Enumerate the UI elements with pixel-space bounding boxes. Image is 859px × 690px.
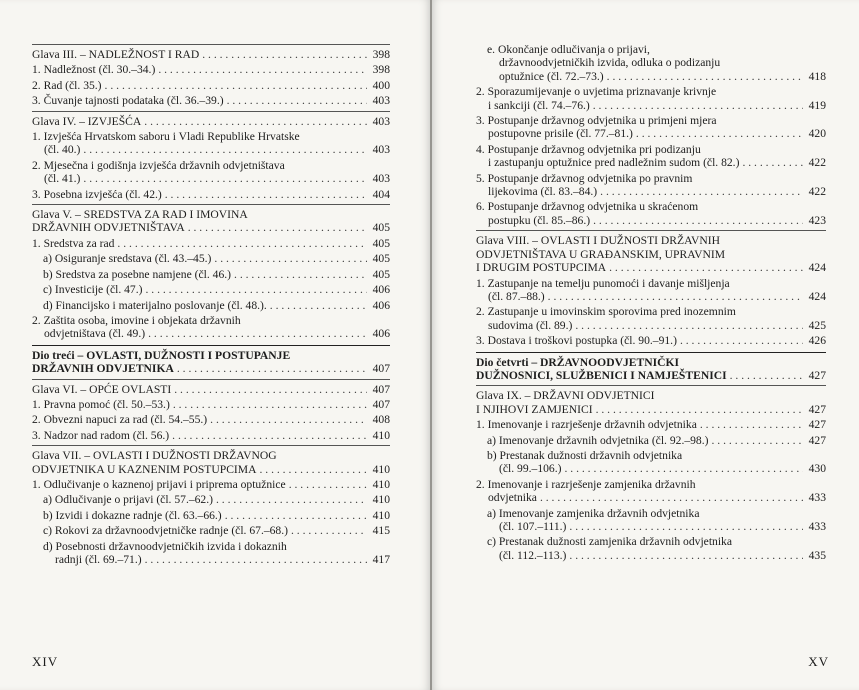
entry-title: 1. Izvješća Hrvatskom saboru i Vladi Republike Hrvatske [32,130,300,144]
entry-title: Glava V. – SREDSTVA ZA RAD I IMOVINA [32,208,248,222]
entry-title: 4. Postupanje državnog odvjetnika pri podizanju [476,142,701,156]
page-number: 405 [372,267,390,281]
entry-title: 3. Dostava i troškovi postupka (čl. 90.–91.) [476,334,677,348]
page-number: 422 [808,185,826,199]
toc-entry [32,283,390,296]
toc-entry [32,268,390,281]
page-number: 422 [808,156,826,170]
entry-title: c) Investicije (čl. 47.) [43,283,143,297]
entry-title-cont: DRŽAVNIH ODVJETNIKA [32,362,174,376]
toc-entry [476,172,826,199]
entry-title: 2. Zaštita osoba, imovine i objekata državnih [32,313,241,327]
entry-title: 6. Postupanje državnog odvjetnika u skraćenom [476,200,699,214]
page-number: 410 [372,508,390,522]
toc-entry [32,237,390,250]
page-number: 417 [372,553,390,566]
entry-title-cont: postupovne prisile (čl. 77.–81.) [488,127,633,141]
entry-title-cont: postupku (čl. 85.–86.) [488,213,591,227]
page-number: 406 [372,298,390,312]
toc-entry [32,314,390,341]
entry-title-cont: DRŽAVNIH ODVJETNIŠTAVA [32,221,185,235]
entry-title-cont: (čl. 87.–88.) [488,289,545,303]
toc-entry [476,535,826,562]
page-number: 407 [372,362,390,376]
entry-title-cont: I NJIHOVI ZAMJENICI [476,402,593,416]
entry-title: a) Osiguranje sredstava (čl. 43.–45.) [43,252,212,266]
entry-title: Dio četvrti – DRŽAVNOODVJETNIČKI [476,355,679,369]
entry-title: Dio treći – OVLASTI, DUŽNOSTI I POSTUPANJE [32,348,291,362]
toc-entry [32,493,390,506]
right-toc [476,43,826,564]
entry-title-cont: ODVJETNIKA U KAZNENIM POSTUPCIMA [32,462,257,476]
toc-entry [476,43,826,83]
page-number: 410 [372,462,390,476]
page-number: 405 [372,236,390,250]
page-number: 398 [372,48,390,61]
page-number: 407 [372,382,390,396]
toc-entry [32,188,390,201]
entry-title: Glava VIII. – OVLASTI I DUŽNOSTI DRŽAVNIH [476,234,720,248]
toc-entry [476,85,826,112]
page-number: 403 [372,143,390,157]
entry-title: b) Prestanak dužnosti državnih odvjetnika [487,448,683,462]
toc-entry [32,159,390,186]
entry-title: 3. Nadzor nad radom (čl. 56.) [32,428,170,442]
entry-title-cont: radnji (čl. 69.–71.) [55,553,142,566]
page-number: 404 [372,187,390,201]
page-number: 433 [808,520,826,533]
entry-title: Glava IX. – DRŽAVNI ODVJETNICI [476,389,655,403]
toc-entry [476,200,826,227]
entry-title: 1. Sredstva za rad [32,236,115,250]
entry-title-cont: i sankciji (čl. 74.–76.) [488,98,590,112]
entry-title: 1. Nadležnost (čl. 30.–34.) [32,63,156,77]
page-number: 435 [808,548,826,562]
entry-title: 3. Čuvanje tajnosti podataka (čl. 36.–39.) [32,94,224,108]
toc-entry-glava-vii [32,445,390,476]
page-number: 426 [808,334,826,348]
entry-title-cont: (čl. 107.–111.) [499,520,567,533]
toc-entry-dio-cetvrti [476,352,826,383]
entry-title: b) Sredstva za posebne namjene (čl. 46.) [43,267,232,281]
entry-title: a) Imenovanje zamjenika državnih odvjetnika [487,506,700,520]
page-number: 420 [808,127,826,141]
toc-entry [476,143,826,170]
entry-title: Glava III. – NADLEŽNOST I RAD [32,48,200,61]
toc-entry-glava-v [32,204,390,235]
entry-title: c) Rokovi za državnoodvjetničke radnje (čl. 67.–68.) [43,524,288,538]
entry-title: 2. Sporazumijevanje o uvjetima priznavanje krivnje [476,85,717,99]
page-number: 410 [372,477,390,491]
entry-title: 2. Obvezni napuci za rad (čl. 54.–55.) [32,413,208,427]
page-number: 403 [372,114,390,128]
toc-entry [476,114,826,141]
page-number: 406 [372,327,390,341]
toc-entry [32,130,390,157]
entry-title: 2. Mjesečna i godišnja izvješća državnih odvjetništava [32,158,285,172]
entry-title: c) Prestanak dužnosti zamjenika državnih odvjetnika [487,535,732,549]
page-number: 424 [808,289,826,303]
toc-entry [32,252,390,265]
page-number: 405 [372,221,390,235]
entry-title-cont: sudovima (čl. 89.) [488,318,573,332]
toc-entry [32,524,390,537]
toc-entry-glava-iii [32,44,390,61]
toc-entry [476,277,826,304]
entry-title: 1. Imenovanje i razrješenje državnih odvjetnika [476,418,697,432]
page-number: 400 [372,78,390,92]
page-number: 415 [372,524,390,538]
entry-title: 3. Postupanje državnog odvjetnika u primjeni mjera [476,114,717,128]
page-number: 410 [372,428,390,442]
entry-title-cont: državnoodvjetničkih izvida, odluka o podizanju [499,56,721,70]
toc-entry-glava-viii [476,230,826,274]
toc-entry [32,478,390,491]
entry-title: 2. Rad (čl. 35.) [32,78,102,92]
entry-title: a) Odlučivanje o prijavi (čl. 57.–62.) [43,493,213,507]
page-number: 423 [808,213,826,227]
entry-title: 2. Zastupanje u imovinskim sporovima pred inozemnim [476,305,736,319]
toc-entry-glava-iv [32,111,390,128]
page-number: 419 [808,98,826,112]
entry-title-cont: lijekovima (čl. 83.–84.) [488,185,598,199]
page-number: 424 [808,261,826,275]
toc-entry [476,334,826,347]
entry-title: Glava VII. – OVLASTI I DUŽNOSTI DRŽAVNOG [32,449,277,463]
page-number: 425 [808,318,826,332]
toc-entry [32,413,390,426]
entry-title-cont: (čl. 40.) [44,143,81,157]
page-number: 410 [372,493,390,507]
page-number: 407 [372,397,390,411]
entry-title-cont: optužnice (čl. 72.–73.) [499,69,604,83]
page-number: 398 [372,63,390,77]
entry-title: 1. Odlučivanje o kaznenoj prijavi i priprema optužnice [32,477,286,491]
toc-entry [476,418,826,431]
toc-entry [476,434,826,447]
toc-entry [32,94,390,107]
entry-title: d) Posebnosti državnoodvjetničkih izvida i dokaznih [43,539,287,553]
page-number: 403 [372,94,390,108]
entry-title-cont: ODVJETNIŠTAVA U GRAĐANSKIM, UPRAVNIM [476,247,726,261]
toc-entry [32,540,390,567]
page-folio-left: XIV [32,654,59,669]
entry-title-cont: I DRUGIM POSTUPCIMA [476,261,607,275]
page-number: 430 [808,462,826,476]
entry-title: Glava VI. – OPĆE OVLASTI [32,382,172,396]
entry-title: d) Financijsko i materijalno poslovanje (čl. 48.). [43,298,267,312]
page-number: 427 [808,402,826,416]
entry-title-cont: DUŽNOSNICI, SLUŽBENICI I NAMJEŠTENICI [476,368,727,382]
toc-entry [32,509,390,522]
entry-title: 1. Zastupanje na temelju punomoći i davanje mišljenja [476,276,730,290]
page-number: 403 [372,172,390,186]
page-number: 427 [808,368,826,382]
page-number: 418 [808,69,826,83]
toc-entry [476,507,826,534]
left-toc [32,41,390,568]
toc-entry [32,299,390,312]
entry-title-cont: i zastupanju optužnice pred nadležnim sudom (čl. 82.) [488,156,740,170]
toc-entry [476,478,826,505]
entry-title: 1. Pravna pomoć (čl. 50.–53.) [32,397,170,411]
toc-entry [32,429,390,442]
entry-title: e. Okončanje odlučivanja o prijavi, [487,43,650,56]
page-number: 427 [808,433,826,447]
toc-entry [476,449,826,476]
page-folio-right: XV [808,654,829,669]
toc-entry [32,398,390,411]
entry-title-cont: (čl. 99.–106.) [499,462,562,476]
toc-entry-dio-treci [32,345,390,376]
page-number: 405 [372,252,390,266]
entry-title-cont: (čl. 41.) [44,172,81,186]
page-number: 433 [808,491,826,505]
entry-title: Glava IV. – IZVJEŠĆA [32,114,142,128]
entry-title: 2. Imenovanje i razrješenje zamjenika državnih [476,477,696,491]
toc-entry-glava-vi [32,379,390,396]
right-page [432,0,859,690]
entry-title: b) Izvidi i dokazne radnje (čl. 63.–66.) [43,508,222,522]
entry-title: a) Imenovanje državnih odvjetnika (čl. 92.–98.) [487,433,709,447]
page-number: 408 [372,413,390,427]
toc-entry [32,63,390,76]
entry-title-cont: (čl. 112.–113.) [499,548,567,562]
entry-title-cont: odvjetništava (čl. 49.) [44,327,146,341]
toc-entry-glava-ix [476,385,826,416]
page-number: 406 [372,283,390,297]
toc-entry [476,305,826,332]
entry-title-cont: odvjetnika [488,491,537,505]
toc-entry [32,79,390,92]
entry-title: 5. Postupanje državnog odvjetnika po pravnim [476,171,693,185]
entry-title: 3. Posebna izvješća (čl. 42.) [32,187,162,201]
page-number: 427 [808,418,826,432]
